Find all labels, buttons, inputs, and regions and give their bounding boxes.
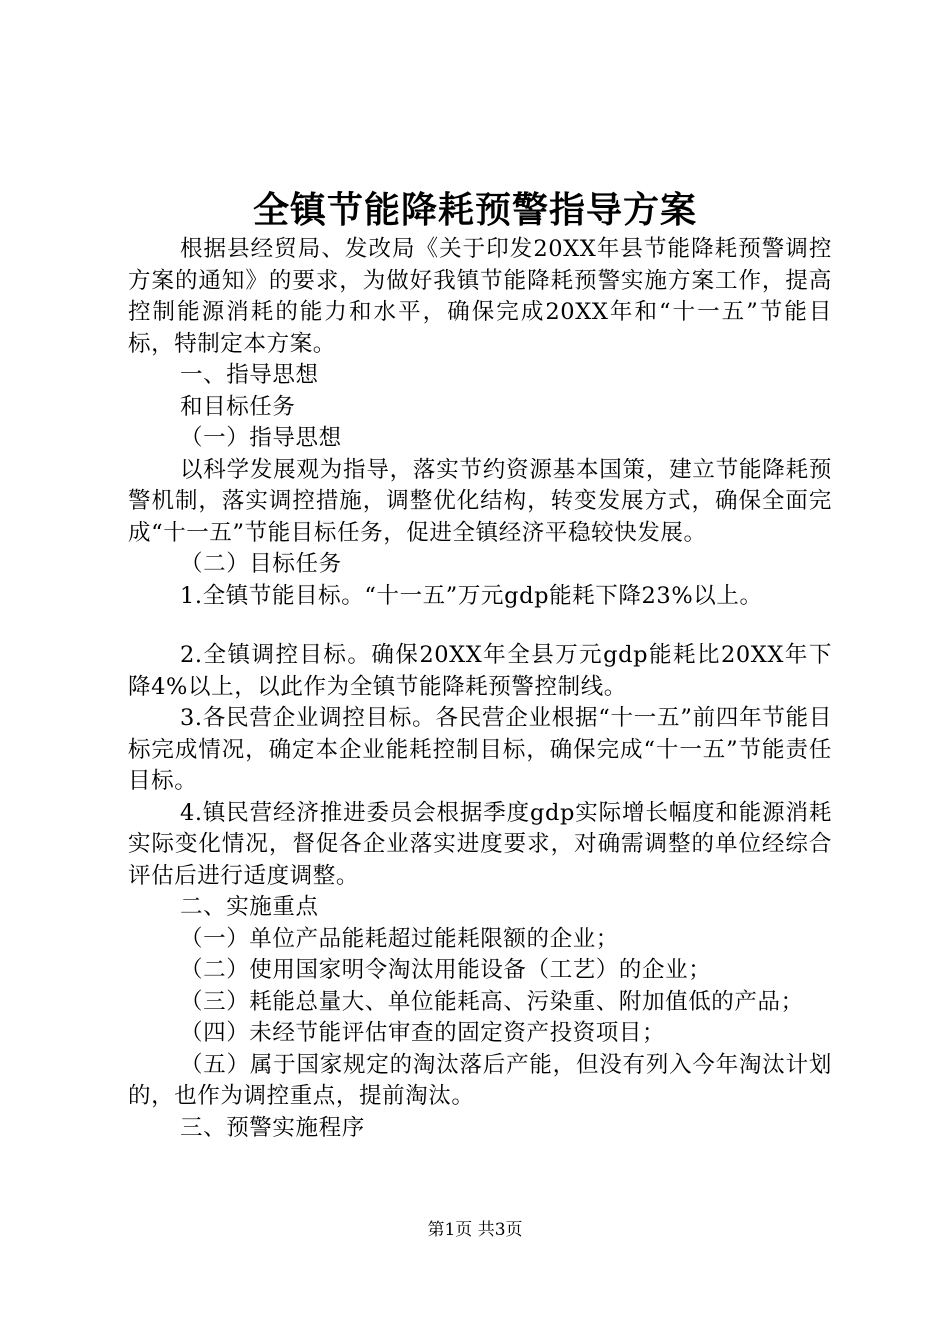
target-item-4: 4.镇民营经济推进委员会根据季度gdp实际增长幅度和能源消耗实际变化情况，督促各企业落实进度要求，对确需调整的单位经综合评估后进行适度调整。 <box>128 799 832 889</box>
target-item-3: 3.各民营企业调控目标。各民营企业根据“十一五”前四年节能目标完成情况，确定本企业能耗控制目标，确保完成“十一五”节能责任目标。 <box>128 705 832 794</box>
focus-item-2: （二）使用国家明令淘汰用能设备（工艺）的企业； <box>180 957 712 983</box>
section-heading-guiding-ideology: 一、指导思想 <box>180 362 319 388</box>
subsection-heading-target-tasks: （二）目标任务 <box>180 551 342 577</box>
document-body <box>128 234 832 1144</box>
section-heading-continuation: 和目标任务 <box>180 393 296 420</box>
page-number-footer: 第1页 共3页 <box>427 1220 523 1240</box>
section-heading-implementation-focus: 二、实施重点 <box>180 894 319 920</box>
focus-item-1: （一）单位产品能耗超过能耗限额的企业； <box>180 925 619 952</box>
focus-item-3: （三）耗能总量大、单位能耗高、污染重、附加值低的产品； <box>180 988 804 1015</box>
blank-line <box>128 612 832 640</box>
target-item-1: 1.全镇节能目标。“十一五”万元gdp能耗下降23%以上。 <box>180 582 763 609</box>
section-heading-warning-procedure: 三、预警实施程序 <box>180 1114 365 1141</box>
intro-paragraph: 根据县经贸局、发改局《关于印发20XX年县节能降耗预警调控方案的通知》的要求，为做好我镇节能降耗预警实施方案工作，提高控制能源消耗的能力和水平，确保完成20XX年和“十一五”节能目标，特制定本方案。 <box>128 236 832 357</box>
subsection-heading-guiding-ideology: （一）指导思想 <box>180 425 342 451</box>
focus-item-5: （五）属于国家规定的淘汰落后产能，但没有列入今年淘汰计划的，也作为调控重点，提前淘汰。 <box>128 1051 832 1109</box>
guiding-ideology-paragraph: 以科学发展观为指导，落实节约资源基本国策，建立节能降耗预警机制，落实调控措施，调整优化结构，转变发展方式，确保全面完成“十一五”节能目标任务，促进全镇经济平稳较快发展。 <box>128 456 832 546</box>
document-title: 全镇节能降耗预警指导方案 <box>252 189 697 231</box>
focus-item-4: （四）未经节能评估审查的固定资产投资项目； <box>180 1020 666 1046</box>
target-item-2: 2.全镇调控目标。确保20XX年全县万元gdp能耗比20XX年下降4%以上，以此作为全镇节能降耗预警控制线。 <box>128 642 832 700</box>
